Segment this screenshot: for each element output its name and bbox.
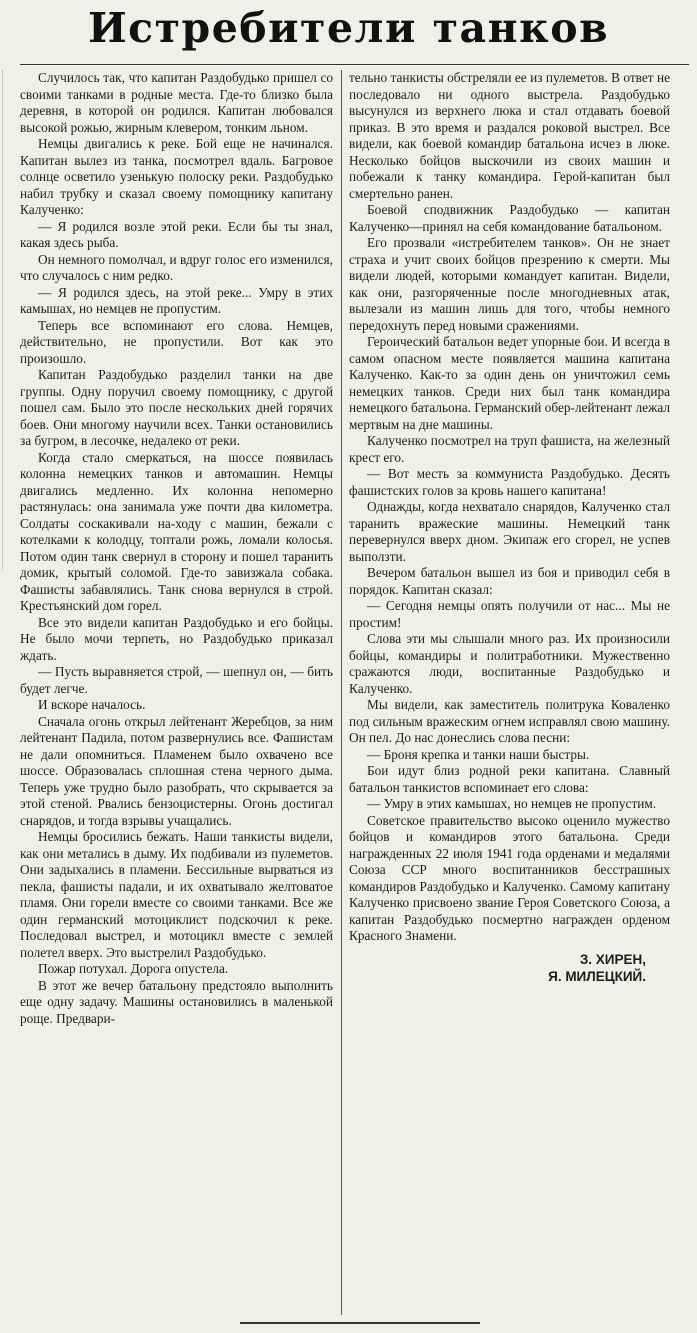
article-title: Истребители танков [87, 4, 610, 52]
paragraph: Вечером батальон вышел из боя и приводил себя в порядок. Капитан сказал: [349, 565, 670, 597]
author-name: Я. МИЛЕЦКИЙ. [548, 968, 646, 984]
left-column [20, 70, 333, 1027]
paragraph: Немцы двигались к реке. Бой еще не начинался. Капитан вылез из танка, посмотрел вдаль. Багровое солнце осветило узенькую полоску реки. Раздобудько набил трубку и сказал своему помощнику капитану Калученко: [20, 136, 333, 217]
paragraph: Он немного помолчал, и вдруг голос его изменился, что случалось с ним редко. [20, 251, 333, 283]
paragraph: Однажды, когда нехватало снарядов, Калученко стал таранить вражеские машины. Немецкий танк перевернулся вверх дном. Экипаж его сгорел, не успев выползти. [349, 499, 670, 564]
paragraph: Боевой сподвижник Раздобудько — капитан Калученко—принял на себя командование батальоном. [349, 202, 670, 234]
paragraph: И вскоре началось. [38, 697, 146, 712]
right-column [349, 70, 670, 985]
paragraph: — Умру в этих камышах, но немцев не пропустим. [367, 796, 657, 811]
paragraph: тельно танкисты обстреляли ее из пулеметов. В ответ не последовало ни одного выстрела. Раздобудько высунулся из верхнего люка и стал отдавать боевой приказ. В это время и раздался роковой выстрел. Все видели, как боевой командир батальона исчез в люке. Несколько бойцов выскочили из своих машин и побежали к танку командира. Герой-капитан был смертельно ранен. [349, 70, 670, 201]
page-edge-marks [2, 70, 11, 570]
paragraph: Мы видели, как заместитель политрука Коваленко под сильным вражеским огнем исправлял свою машину. Он пел. До нас донеслись слова песни: [349, 697, 670, 745]
title-rule [20, 64, 689, 65]
paragraph: Случилось так, что капитан Раздобудько пришел со своими танками в родные места. Где-то близко была деревня, в которой он родился. Капитан любовался высокой рожью, жирным клевером, тонким льном. [20, 70, 333, 135]
paragraph: — Я родился возле этой реки. Если бы ты знал, какая здесь рыба. [20, 218, 333, 250]
paragraph: Теперь все вспоминают его слова. Немцев, действительно, не пропустили. Вот как это произошло. [20, 317, 333, 366]
paragraph: Капитан Раздобудько разделил танки на две группы. Одну поручил своему помощнику, с другой пошел сам. Было это после нескольких дней горячих боев. Они многому научили всех. Танки остановились за бугром, в лесочке, недалеко от реки. [20, 367, 333, 448]
author-name: З. ХИРЕН, [579, 951, 646, 967]
paragraph: Его прозвали «истребителем танков». Он не знает страха и учит своих бойцов презрению к смерти. Мы видели людей, которыми командует капитан. Видели, как они, разгоряченные после многодневных атак, вылезали из машин лишь для того, чтобы немного передохнуть перед новыми сражениями. [349, 235, 670, 333]
paragraph: В этот же вечер батальону предстояло выполнить еще одну задачу. Машины остановились в маленькой роще. Предвари- [20, 977, 333, 1026]
paragraph: Слова эти мы слышали много раз. Их произносили бойцы, командиры и политработники. Мужественно сражаются люди, воспитанные Раздобудько и Калученко. [349, 631, 670, 696]
paragraph: Героический батальон ведет упорные бои. И всегда в самом опасном месте появляется машина капитана Калученко. Как-то за один день он уничтожил семь немецких танков. Среди них был танк командира немецкого батальона. Германский обер-лейтенант лежал мертвым на дне машины. [349, 334, 670, 432]
paragraph: — Сегодня немцы опять получили от нас... Мы не простим! [349, 598, 670, 630]
paragraph: Все это видели капитан Раздобудько и его бойцы. Не было мочи терпеть, но Раздобудько приказал ждать. [20, 614, 333, 663]
paragraph: — Я родился здесь, на этой реке... Умру в этих камышах, но немцев не пропустим. [20, 284, 333, 316]
paragraph: Пожар потухал. Дорога опустела. [38, 961, 229, 976]
paragraph: Калученко посмотрел на труп фашиста, на железный крест его. [349, 433, 670, 465]
column-divider [341, 70, 342, 1315]
paragraph: Когда стало смеркаться, на шоссе появилась колонна немецких танков и автомашин. Немцы двигались медленно. Их колонна непомерно растянулась: она занимала уже почти два километра. Солдаты соскакивали на-ходу с машин, бежали с котелками к колодцу, топтали рожь, ломали колосья. Потом один танк свернул в сторону и пошел таранить домик, крытый соломой. Где-то завизжала собака. Фашисты забавлялись. Танк снова вернулся в строй. Крестьянский дом горел. [20, 449, 333, 613]
bottom-rule [240, 1322, 480, 1324]
paragraph: — Вот месть за коммуниста Раздобудько. Десять фашистских голов за кровь нашего капитана! [349, 466, 670, 498]
paragraph: — Пусть выравняется строй, — шепнул он, — бить будет легче. [20, 664, 333, 696]
author-signature [349, 951, 670, 985]
paragraph: Советское правительство высоко оценило мужество бойцов и командиров этого батальона. Среди награжденных 22 июля 1941 года орденами и медалями Союза ССР много воспитанников бесстрашных командиров Раздобудько и Калученко. Самому капитану Калученко присвоено звание Героя Советского Союза, а капитан Раздобудько посмертно награжден орденом Красного Знамени. [349, 812, 670, 943]
paragraph: — Броня крепка и танки наши быстры. [367, 746, 590, 762]
paragraph: Бои идут близ родной реки капитана. Славный батальон танкистов вспоминает его слова: [349, 763, 670, 795]
paragraph: Сначала огонь открыл лейтенант Жеребцов, за ним лейтенант Падила, потом развернулись все. Фашистам не дали опомниться. Пламенем было охвачено все шоссе. Образовалась сплошная стена черного дыма. Теперь уже трудно было разобрать, что скрывается за этой стеной. Рвались бензоцистерны. Огонь достигал снарядов, и тогда взрывы учащались. [20, 713, 333, 828]
paragraph: Немцы бросились бежать. Наши танкисты видели, как они метались в дыму. Их подбивали из пулеметов. Они задыхались в пламени. Бессильные вырваться из пекла, фашисты падали, и их охватывало желтоватое пламя. Они горели вместе со своими танками. Все же один германский мотоциклист подскочил к реке. Последовал выстрел, и мотоцикл вместе с землей полетел вверх. Это выстрелил Раздобудько. [20, 829, 333, 960]
